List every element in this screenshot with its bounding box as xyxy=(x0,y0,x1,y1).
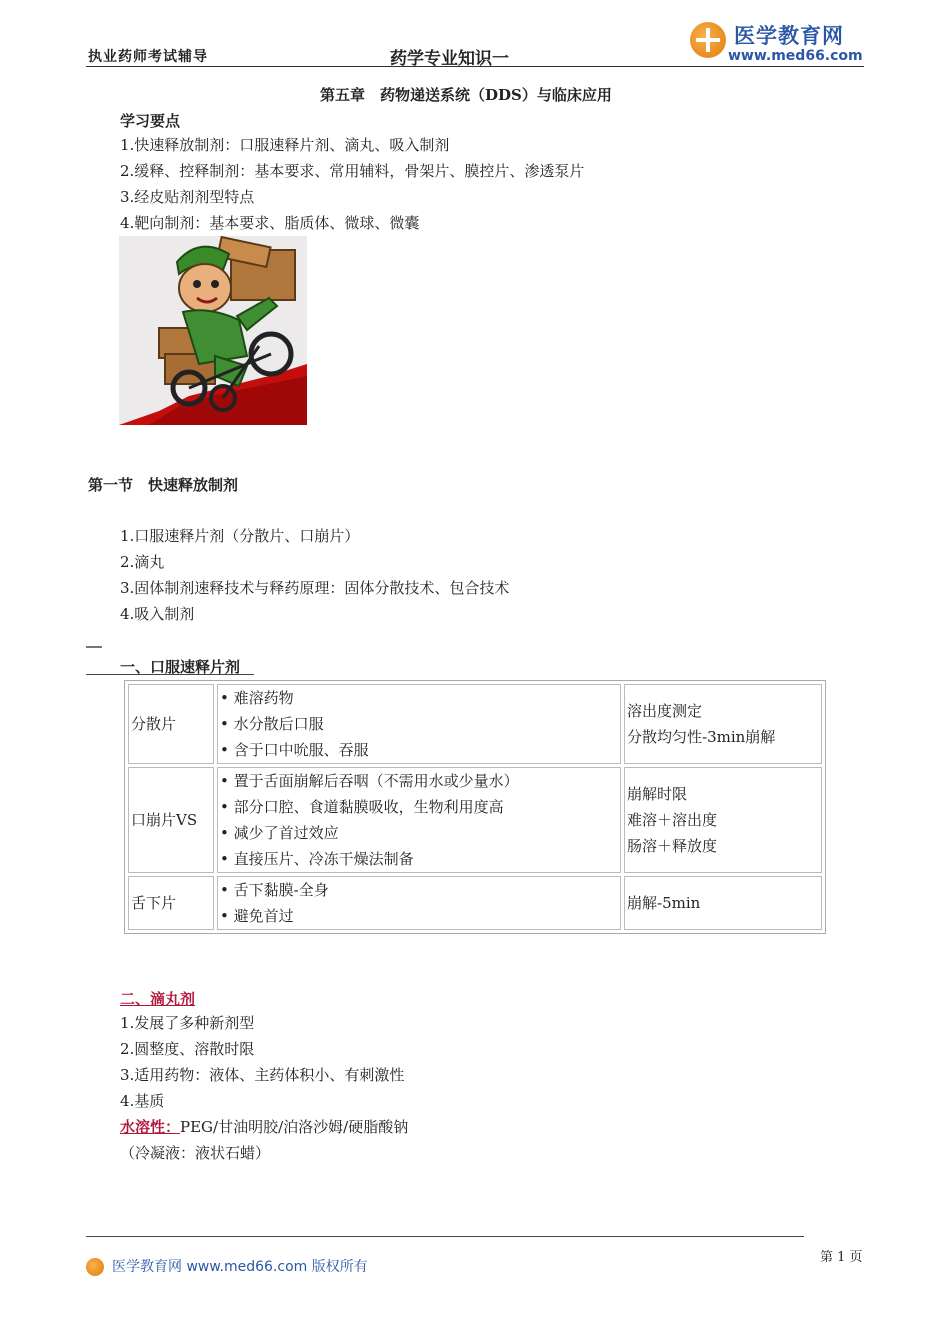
page-number: 第 1 页 xyxy=(820,1250,863,1265)
feature-item: • 舌下黏膜-全身 xyxy=(220,877,618,903)
footer-brand-text: 医学教育网 www.med66.com 版权所有 xyxy=(112,1259,368,1275)
list-item: 2.圆整度、溶散时限 xyxy=(120,1040,255,1058)
table-cell-name: 舌下片 xyxy=(128,876,214,930)
water-soluble-value: PEG/甘油明胶/泊洛沙姆/硬脂酸钠 xyxy=(180,1118,409,1136)
courier-illustration xyxy=(119,236,307,425)
list-item: 4.吸入制剂 xyxy=(120,605,195,623)
table-cell-name: 口崩片VS xyxy=(128,767,214,873)
table-cell-features xyxy=(217,876,621,930)
feature-item: • 置于舌面崩解后吞咽（不需用水或少量水） xyxy=(220,768,618,794)
water-soluble-line xyxy=(120,1114,408,1140)
logo-url: www.med66.com xyxy=(728,48,863,64)
list-item: 4.基质 xyxy=(120,1092,165,1110)
feature-item: • 直接压片、冷冻干燥法制备 xyxy=(220,846,618,872)
section1-list xyxy=(120,523,509,627)
list-item: 3.经皮贴剂剂型特点 xyxy=(120,188,255,206)
feature-item: • 水分散后口服 xyxy=(220,711,618,737)
header-divider xyxy=(86,66,864,67)
water-soluble-label: 水溶性： xyxy=(120,1118,181,1136)
logo-name: 医学教育网 xyxy=(734,24,844,48)
table-row xyxy=(128,684,822,764)
table-cell-name: 分散片 xyxy=(128,684,214,764)
footer-divider xyxy=(86,1236,804,1237)
header-left-text: 执业药师考试辅导 xyxy=(88,49,208,65)
list-item: 1.口服速释片剂（分散片、口崩片） xyxy=(120,527,360,545)
test-item: 崩解-5min xyxy=(627,894,701,912)
brand-logo[interactable] xyxy=(690,20,870,66)
list-item: 3.固体制剂速释技术与释药原理：固体分散技术、包合技术 xyxy=(120,579,510,597)
test-item: 溶出度测定 xyxy=(627,702,703,720)
chapter-title: 第五章 药物递送系统（DDS）与临床应用 xyxy=(320,86,612,104)
footer-logo-icon xyxy=(86,1258,104,1276)
feature-item: • 含于口中吮服、吞服 xyxy=(220,737,618,763)
list-item: 1.快速释放制剂：口服速释片剂、滴丸、吸入制剂 xyxy=(120,136,450,154)
subsection-heading-red: 二、滴丸剂 xyxy=(120,990,196,1008)
medical-cross-icon xyxy=(690,22,726,58)
decorative-mark xyxy=(86,646,102,648)
table-cell-features xyxy=(217,767,621,873)
table-cell-tests xyxy=(624,876,822,930)
list-item: 2.缓释、控释制剂：基本要求、常用辅料，骨架片、膜控片、渗透泵片 xyxy=(120,162,585,180)
list-item: 1.发展了多种新剂型 xyxy=(120,1014,255,1032)
feature-item: • 难溶药物 xyxy=(220,685,618,711)
table-row xyxy=(128,767,822,873)
table-cell-tests xyxy=(624,684,822,764)
subsection-heading: 一、口服速释片剂 xyxy=(120,658,241,676)
subsection2-list xyxy=(120,1010,408,1166)
condense-note: （冷凝液：液状石蜡） xyxy=(120,1144,271,1162)
subsection-underline xyxy=(86,674,254,675)
list-item: 2.滴丸 xyxy=(120,553,165,571)
study-points-heading: 学习要点 xyxy=(120,112,181,130)
test-item: 难溶＋溶出度 xyxy=(627,811,718,829)
oral-tablet-table xyxy=(124,680,826,934)
test-item: 崩解时限 xyxy=(627,785,688,803)
header-course-title: 药学专业知识一 xyxy=(390,49,509,69)
test-item: 肠溶＋释放度 xyxy=(627,837,718,855)
list-item: 4.靶向制剂：基本要求、脂质体、微球、微囊 xyxy=(120,214,420,232)
list-item: 3.适用药物：液体、主药体积小、有刺激性 xyxy=(120,1066,405,1084)
test-item: 分散均匀性-3min崩解 xyxy=(627,728,776,746)
feature-item: • 避免首过 xyxy=(220,903,618,929)
table-row xyxy=(128,876,822,930)
table-cell-features xyxy=(217,684,621,764)
study-points-list xyxy=(120,132,584,236)
section-heading: 第一节 快速释放制剂 xyxy=(88,476,239,494)
feature-item: • 部分口腔、食道黏膜吸收，生物利用度高 xyxy=(220,794,618,820)
table-cell-tests xyxy=(624,767,822,873)
feature-item: • 减少了首过效应 xyxy=(220,820,618,846)
